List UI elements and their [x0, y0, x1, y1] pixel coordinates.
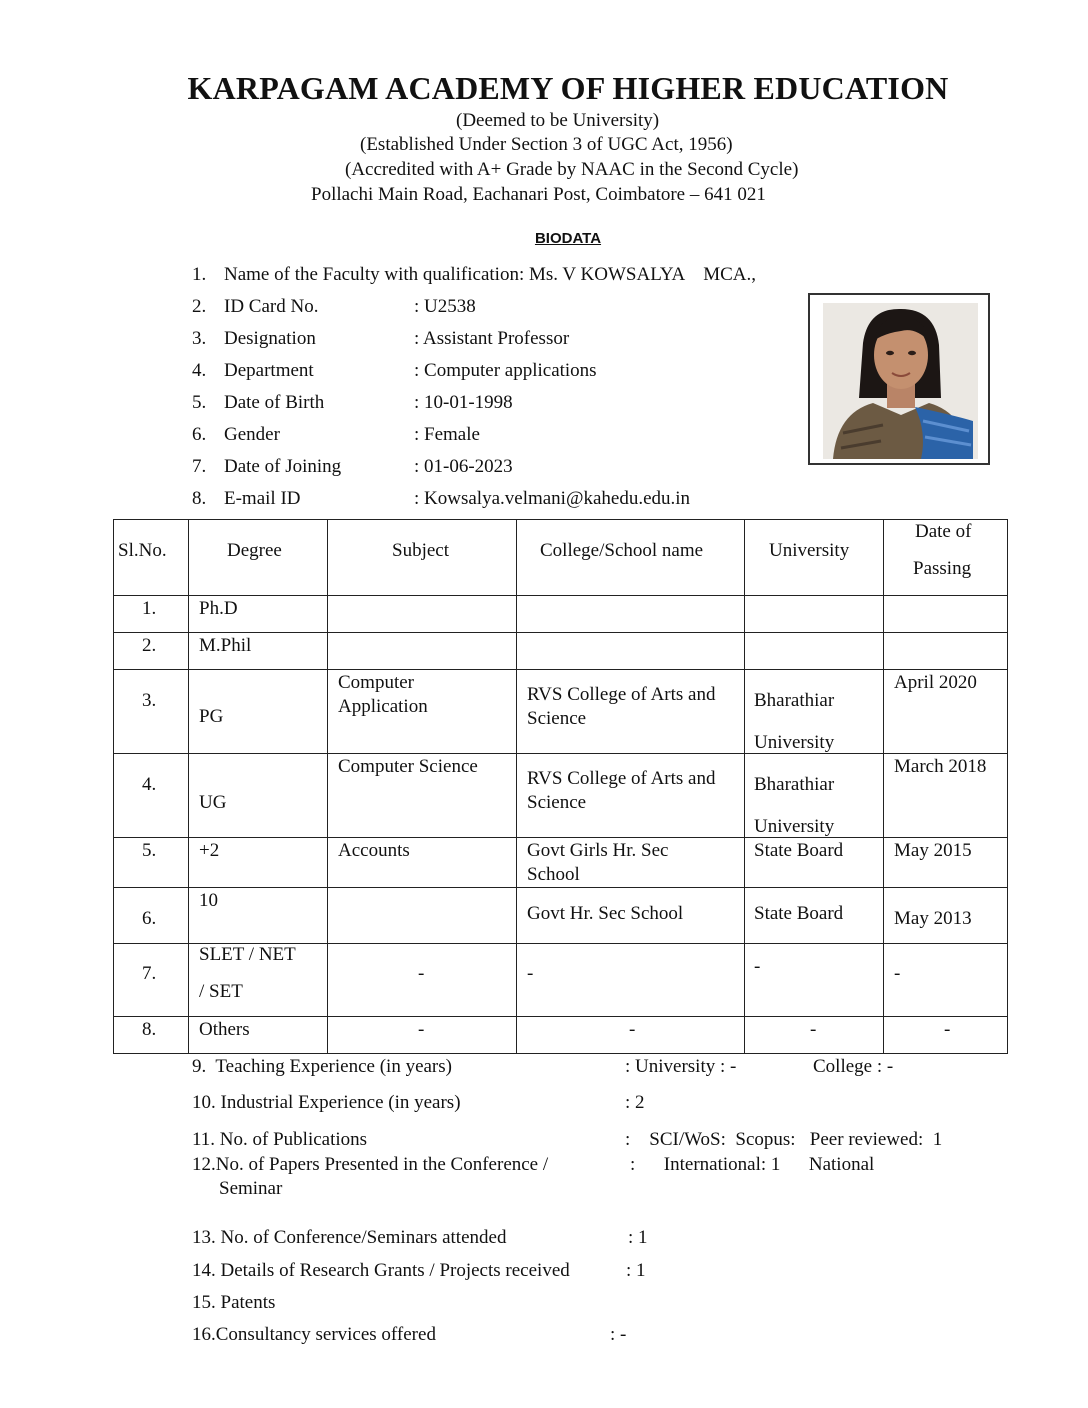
detail-value: : 10-01-1998	[414, 392, 513, 413]
institution-title: KARPAGAM ACADEMY OF HIGHER EDUCATION	[187, 70, 949, 106]
header-address: Pollachi Main Road, Eachanari Post, Coimbatore – 641 021	[311, 184, 766, 205]
detail-number: 1.	[192, 264, 207, 285]
patents-label: 15. Patents	[192, 1292, 276, 1313]
publications-value: : SCI/WoS: Scopus: Peer reviewed: 1	[625, 1129, 943, 1150]
header-line-deemed: (Deemed to be University)	[456, 110, 660, 131]
papers-presented-label-cont: Seminar	[219, 1178, 283, 1199]
papers-presented-label: 12.No. of Papers Presented in the Conference /	[192, 1154, 549, 1175]
faculty-photo	[823, 303, 978, 459]
detail-number: 8.	[192, 488, 207, 509]
detail-value: : U2538	[414, 296, 476, 317]
detail-dob	[192, 392, 324, 414]
detail-number: 3.	[192, 328, 207, 349]
conferences-attended-label: 13. No. of Conference/Seminars attended	[192, 1227, 507, 1248]
detail-label: Date of Joining	[224, 456, 342, 477]
detail-value: Ms. V KOWSALYA MCA.,	[528, 264, 757, 285]
table-row: 5. +2 Accounts Govt Girls Hr. Sec School State Board May 2015	[114, 838, 1008, 888]
table-row: 3. PG Computer Application RVS College of Arts and Science Bharathiar University April 2020	[114, 670, 1008, 754]
education-table	[113, 519, 1008, 1054]
header-cell: Degree	[189, 520, 328, 596]
table-row: 8. Others - - - -	[114, 1017, 1008, 1054]
detail-value: : Computer applications	[414, 360, 597, 381]
detail-value: : 01-06-2023	[414, 456, 513, 477]
detail-label: Designation	[224, 328, 316, 349]
papers-presented-value: : International: 1 National	[630, 1154, 875, 1175]
detail-label: Gender	[224, 424, 280, 445]
research-grants-value: : 1	[626, 1260, 646, 1281]
detail-id-card	[192, 296, 318, 318]
detail-label: ID Card No.	[224, 296, 319, 317]
publications-label: 11. No. of Publications	[192, 1129, 368, 1150]
consultancy-value: : -	[610, 1324, 627, 1345]
detail-designation	[192, 328, 316, 350]
consultancy-label: 16.Consultancy services offered	[192, 1324, 436, 1345]
industrial-experience-value: : 2	[625, 1092, 645, 1113]
detail-number: 6.	[192, 424, 207, 445]
detail-value: : Kowsalya.velmani@kahedu.edu.in	[414, 488, 691, 509]
header-line-accredited: (Accredited with A+ Grade by NAAC in the Second Cycle)	[345, 159, 799, 180]
header-cell: College/School name	[517, 520, 745, 596]
table-row: 2. M.Phil	[114, 633, 1008, 670]
detail-number: 2.	[192, 296, 207, 317]
teaching-experience-label: 9. Teaching Experience (in years)	[192, 1056, 452, 1077]
table-row: 4. UG Computer Science RVS College of Arts and Science Bharathiar University March 2018	[114, 754, 1008, 838]
table-row: 1. Ph.D	[114, 596, 1008, 633]
detail-label: E-mail ID	[224, 488, 301, 509]
detail-name	[192, 264, 756, 286]
portrait-illustration	[823, 303, 978, 459]
conferences-attended-value: : 1	[628, 1227, 648, 1248]
detail-label: Date of Birth	[224, 392, 325, 413]
header-cell: University	[745, 520, 884, 596]
detail-department	[192, 360, 314, 382]
header-line-established: (Established Under Section 3 of UGC Act, 1956)	[360, 134, 733, 155]
table-row: 6. 10 Govt Hr. Sec School State Board May 2013	[114, 888, 1008, 944]
header-cell: Sl.No.	[114, 520, 189, 596]
detail-label: Department	[224, 360, 314, 381]
detail-number: 4.	[192, 360, 207, 381]
table-header-row	[114, 520, 1008, 596]
industrial-experience-label: 10. Industrial Experience (in years)	[192, 1092, 461, 1113]
header-cell: Date of Passing	[884, 520, 1008, 596]
faculty-photo-frame	[808, 293, 990, 465]
teaching-experience-university: : University : -	[625, 1056, 737, 1077]
detail-number: 5.	[192, 392, 207, 413]
doc-title: BIODATA	[534, 230, 602, 247]
research-grants-label: 14. Details of Research Grants / Projects received	[192, 1260, 570, 1281]
detail-value: : Assistant Professor	[414, 328, 570, 349]
header-cell: Subject	[328, 520, 517, 596]
detail-number: 7.	[192, 456, 207, 477]
detail-value: : Female	[414, 424, 480, 445]
teaching-experience-college: College : -	[813, 1056, 894, 1077]
detail-email	[192, 488, 301, 510]
detail-joining	[192, 456, 341, 478]
detail-gender	[192, 424, 280, 446]
detail-label: Name of the Faculty with qualification:	[224, 264, 525, 285]
table-row: 7. SLET / NET / SET - - - -	[114, 944, 1008, 1017]
